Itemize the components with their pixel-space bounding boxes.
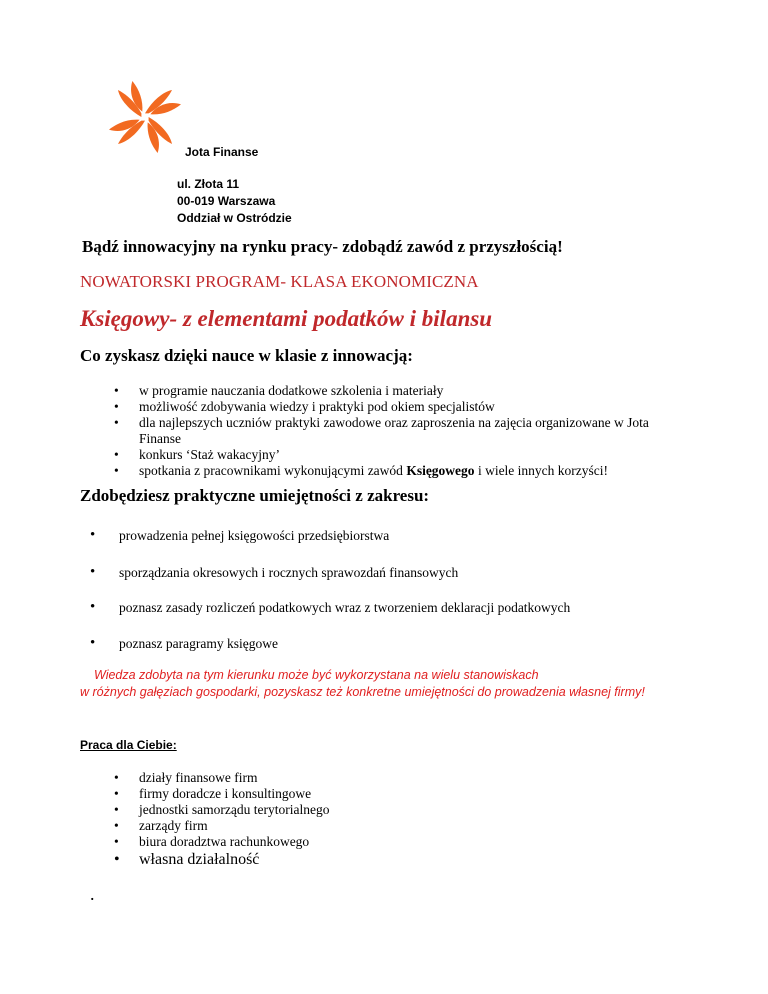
list-item-text: i wiele innych korzyści! (474, 463, 609, 478)
list-item: • poznasz zasady rozliczeń podatkowych wraz z tworzeniem deklaracji podatkowych (90, 600, 570, 616)
trailing-mark: . (90, 884, 95, 904)
pinwheel-icon (109, 81, 181, 153)
note-line: Wiedza zdobyta na tym kierunku może być wykorzystana na wielu stanowiskach (94, 668, 539, 682)
list-item: • prowadzenia pełnej księgowości przedsiębiorstwa (90, 528, 389, 544)
jobs-list (114, 770, 329, 870)
note-line: w różnych gałęziach gospodarki, pozyskasz też konkretne umiejętności do prowadzenia własnej firmy! (80, 685, 645, 699)
list-item: • dla najlepszych uczniów praktyki zawodowe oraz zaproszenia na zajęcia organizowane w Jota Finanse (114, 415, 674, 447)
list-item: • konkurs ‘Staż wakacyjny’ (114, 447, 674, 463)
list-item (114, 463, 674, 479)
address-branch: Oddział w Ostródzie (177, 211, 292, 225)
company-address (177, 176, 292, 227)
list-item: • możliwość zdobywania wiedzy i praktyki pod okiem specjalistów (114, 399, 674, 415)
skills-heading: Zdobędziesz praktyczne umiejętności z zakresu: (80, 486, 430, 505)
list-item: • działy finansowe firm (114, 770, 329, 786)
list-item: • sporządzania okresowych i rocznych sprawozdań finansowych (90, 565, 458, 581)
program-name: NOWATORSKI PROGRAM- KLASA EKONOMICZNA (80, 272, 479, 291)
list-item: • firmy doradcze i konsultingowe (114, 786, 329, 802)
page-title: Księgowy- z elementami podatków i bilansu (80, 306, 493, 331)
list-item-text: spotkania z pracownikami wykonującymi zawód (139, 463, 407, 478)
jobs-heading: Praca dla Ciebie: (80, 738, 177, 752)
info-note (80, 667, 690, 701)
address-city: 00-019 Warszawa (177, 194, 276, 208)
headline: Bądź innowacyjny na rynku pracy- zdobądź zawód z przyszłością! (82, 237, 563, 256)
list-item: • własna działalność (114, 850, 329, 870)
benefits-list (114, 383, 674, 479)
list-item: • biura doradztwa rachunkowego (114, 834, 329, 850)
benefits-heading: Co zyskasz dzięki nauce w klasie z innowacją: (80, 346, 413, 365)
list-item-bold: Księgowego (406, 463, 475, 478)
list-item: • poznasz paragramy księgowe (90, 636, 278, 652)
list-item: • zarządy firm (114, 818, 329, 834)
company-logo (100, 72, 190, 162)
list-item: • w programie nauczania dodatkowe szkolenia i materiały (114, 383, 674, 399)
company-name: Jota Finanse (185, 145, 259, 159)
list-item: • jednostki samorządu terytorialnego (114, 802, 329, 818)
address-street: ul. Złota 11 (177, 177, 240, 191)
